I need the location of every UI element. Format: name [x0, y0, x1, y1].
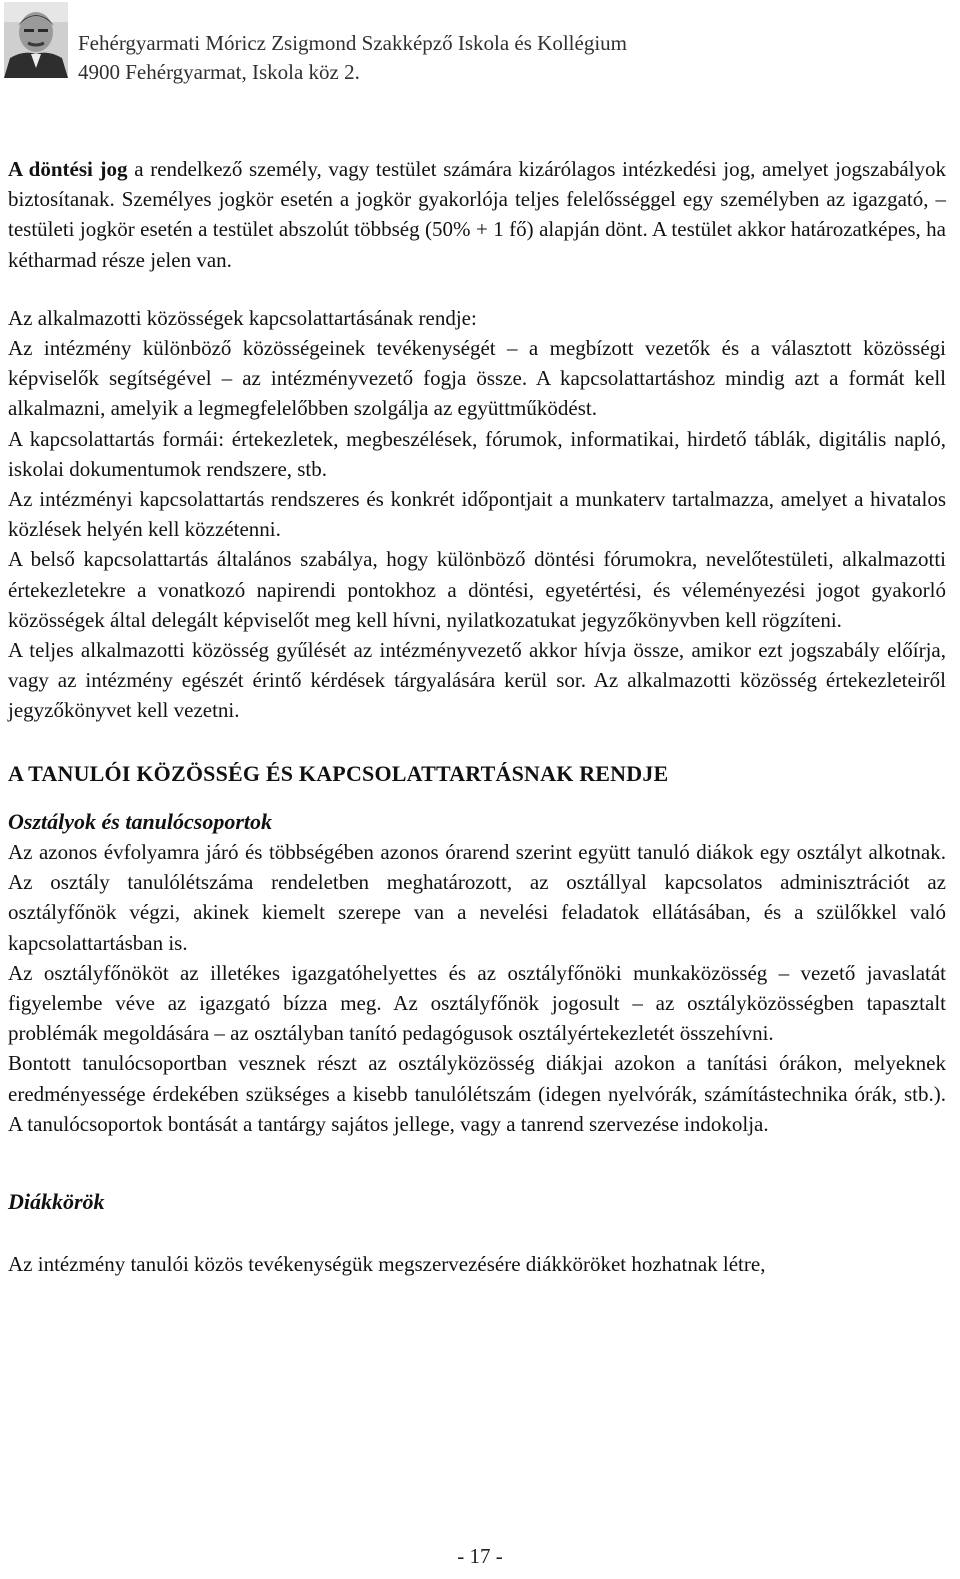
- page-header: [0, 0, 960, 84]
- subsection-heading-classes: Osztályok és tanulócsoportok: [8, 808, 273, 834]
- page-number: - 17 -: [457, 1544, 503, 1568]
- subsection-heading-student-circles: Diákkörök: [8, 1189, 105, 1215]
- paragraph-staff-rules-title: Az alkalmazotti közösségek kapcsolattartásának rendje:: [8, 305, 477, 330]
- document-body: [8, 154, 946, 1280]
- paragraph-text: a rendelkező személy, vagy testület számára kizárólagos intézkedési jog, amelyet jogszabályok biztosítanak. Személyes jogkör esetén a jogkör gyakorlója teljes felelősséggel egy személyben az igazgató, – testületi jogkör esetén a testület abszolút többség (50% + 1 fő) alapján dönt. A testület akkor határozatképes, ha kétharmad része jelen van.: [8, 157, 946, 272]
- paragraph-split-groups: Bontott tanulócsoportban vesznek részt az osztályközösség diákjai azokon a tanítási órákon, melyeknek eredményessége érdekében szükséges a kisebb tanulólétszám (idegen nyelvórák, számítástechnika órák, stb.). A tanulócsoportok bontását a tantárgy sajátos jellege, vagy a tanrend szervezése indokolja.: [8, 1051, 946, 1136]
- portrait-icon: [4, 2, 68, 78]
- paragraph-internal-contact: A belső kapcsolattartás általános szabálya, hogy különböző döntési fórumokra, nevelőtestületi, alkalmazotti értekezletekre a vonatkozó napirendi pontokhoz a döntési, egyetértési, és véleményezési jogot gyakorló közösségek által delegált képviselőt meg kell hívni, nyilatkozatukat jegyzőkönyvben kell rögzíteni.: [8, 547, 946, 632]
- paragraph-staff-meeting: A teljes alkalmazotti közösség gyűlését az intézményvezető akkor hívja össze, amikor ezt jogszabály előírja, vagy az intézmény egészét érintő kérdések tárgyalására kerül sor. Az alkalmazotti közösség értekezleteiről jegyzőkönyvet kell vezetni.: [8, 638, 946, 723]
- paragraph-student-circles: Az intézmény tanulói közös tevékenységük megszervezésére diákköröket hozhatnak létre,: [8, 1252, 766, 1277]
- section-heading: A TANULÓI KÖZÖSSÉG ÉS KAPCSOLATTARTÁSNAK RENDJE: [8, 760, 669, 786]
- school-name: Fehérgyarmati Móricz Zsigmond Szakképző Iskola és Kollégium: [78, 31, 627, 55]
- portrait-photo: [4, 2, 68, 78]
- paragraph-contact-forms: A kapcsolattartás formái: értekezletek, megbeszélések, fórumok, informatikai, hirdető táblák, digitális napló, iskolai dokumentumok rendszere, stb.: [8, 426, 946, 481]
- paragraph-classes: Az azonos évfolyamra járó és többségében azonos órarend szerint együtt tanuló diákok egy osztályt alkotnak. Az osztály tanulólétszáma rendeletben meghatározott, az osztállyal kapcsolatos adminisztrációt az osztályfőnök végzi, akinek kiemelt szerepe van a nevelési feladatok ellátásában, és a szülőkkel való kapcsolattartásban is.: [8, 840, 946, 955]
- term-decision-right: A döntési jog: [8, 157, 128, 181]
- paragraph-communities: Az intézmény különböző közösségeinek tevékenységét – a megbízott vezetők és a választott közösségi képviselők segítségével – az intézményvezető fogja össze. A kapcsolattartáshoz mindig azt a formát kell alkalmazni, amelyik a legmegfelelőbben szolgálja az együttműködést.: [8, 336, 946, 421]
- school-address: 4900 Fehérgyarmat, Iskola köz 2.: [78, 60, 360, 84]
- paragraph-work-plan: Az intézményi kapcsolattartás rendszeres és konkrét időpontjait a munkaterv tartalmazza, amelyet a hivatalos közlések helyén kell közzétenni.: [8, 487, 946, 542]
- paragraph-class-teacher: Az osztályfőnököt az illetékes igazgatóhelyettes és az osztályfőnöki munkaközösség – vezető javaslatát figyelembe véve az igazgató bízza meg. Az osztályfőnök jogosult – az osztályközösségben tapasztalt problémák megoldására – az osztályban tanító pedagógusok osztályértekezletét összehívni.: [8, 960, 946, 1046]
- paragraph-decision-right: [8, 154, 946, 275]
